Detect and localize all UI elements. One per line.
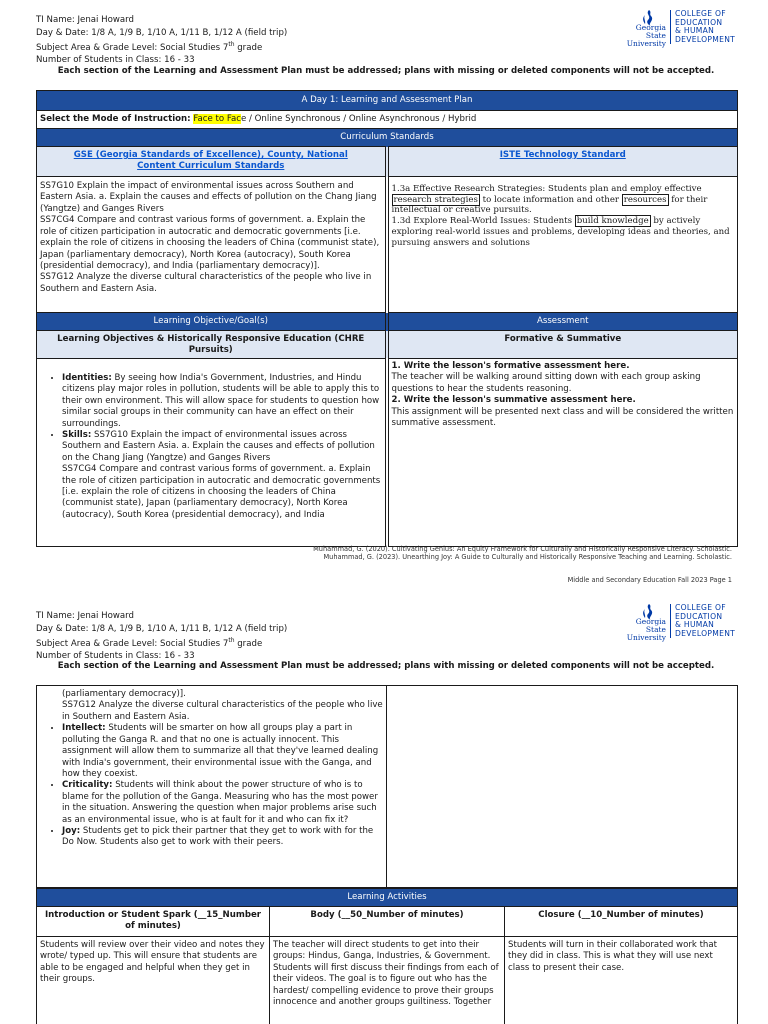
objective-subheading: Learning Objectives & Historically Responsive Education (CHRE Pursuits) — [37, 331, 387, 359]
citations: Muhammad, G. (2020). Cultivating Genius: An Equity Framework for Culturally and Historically Responsive Literacy. Scholastic. Muhammad, G. (2023). Unearthing Joy: A Guide to Culturally and Historically Responsive Teaching and Learning. Scholastic. — [313, 545, 732, 562]
iste-standards-text: 1.3a Effective Research Strategies: Students plan and employ effective research strategies to locate information and other resources for their intellectual or creative pursuits. 1.3d Explore Real-World Issues: Students build knowledge by actively exploring real-world issues and problems, developing ideas and theories, and pursuing answers and solutions — [387, 177, 738, 313]
college-logo-2 — [620, 603, 736, 642]
college-logo — [620, 9, 736, 48]
gse-standards-text: SS7G10 Explain the impact of environmental issues across Southern and Eastern Asia. a. Explain the causes and effects of pollution on the Chang Jiang (Yangtze) and Ganges Rivers SS7CG4 Compare and contrast various forms of government. a. Explain the role of citizen participation in autocratic and democratic governments [i.e. explain the role of citizens in choosing the leaders of China (communist state), Japan (parliamentary democracy), North Korea (autocracy), South Korea (presidential democracy), and India (parliamentary democracy)]. SS7G12 Analyze the diverse cultural characteristics of the people who live in Southern and Eastern Asia. — [37, 177, 387, 313]
gse-heading — [37, 147, 387, 177]
objectives-list-continued: (parliamentary democracy)]. SS7G12 Analyze the diverse cultural characteristics of the people who live in Southern and Eastern Asia. • Intellect: Students will be smarter on how all groups play a part in polluting the Ganga R. and that no one is actually innocent. This assignment will allow them to summarize all that they've learned dealing with India's government, their environmental issue with the Ganga, and how they coexist. • Criticality: Students will think about the power structure of who is to blame for the pollution of the Ganga. Measuring who has the most power in the situation. Answering the question when major problems arise such as an environmental issue, who is at fault for it and who can fix it? • Joy: Students get to pick their partner that they get to work with for the Do Now. Students also get to work with their peers. — [37, 686, 387, 888]
teacher-name: TI Name: Jenai Howard — [36, 611, 135, 621]
objective-criticality: • Criticality: Students will think about the power structure of who is to blame for the pollution of the Ganga. Measuring who has the most power in the situation. Answering the question when major problems arise such as an environmental issue, who is at fault for it and who can fix it? — [62, 780, 383, 826]
gsu-wordmark: Georgia State University — [626, 23, 666, 48]
body-activity-text: The teacher will direct students to get into their groups: Hindus, Ganga, Industries, & Government. Students will first discuss their findings from each of their videos. The goal is to figure out who has the hardest/ compelling evidence to prove their groups innocence and another groups guiltiness. Together — [270, 937, 505, 1024]
plan-requirement-note: Each section of the Learning and Assessment Plan must be addressed; plans with missing or deleted components will not be accepted. — [57, 66, 715, 76]
iste-heading — [387, 147, 738, 177]
college-name: COLLEGE OF EDUCATION & HUMAN DEVELOPMENT — [675, 603, 736, 638]
closure-activity-text: Students will turn in their collaborated work that they did in class. This is what they will use next class to present their case. — [505, 937, 738, 1024]
college-name: COLLEGE OF EDUCATION & HUMAN DEVELOPMENT — [675, 9, 736, 44]
day-date: Day & Date: 1/8 A, 1/9 B, 1/10 A, 1/11 B, 1/12 A (field trip) — [36, 623, 288, 634]
logo-divider — [670, 604, 671, 638]
student-count: Number of Students in Class: 16 - 33 — [36, 651, 195, 662]
body-heading: Body (__50_Number of minutes) — [270, 907, 505, 937]
gsu-logo-mark — [620, 604, 666, 642]
logo-divider — [670, 10, 671, 44]
assessment-continued — [387, 686, 738, 888]
mode-of-instruction: Select the Mode of Instruction: Face to Face / Online Synchronous / Online Asynchronous / Hybrid — [37, 111, 738, 129]
plan-requirement-note: Each section of the Learning and Assessment Plan must be addressed; plans with missing or deleted components will not be accepted. — [57, 661, 715, 671]
objective-identities: • Identities: By seeing how India's Government, Industries, and Hindu citizens play major roles in pollution, students will be able to apply this to their own environment. This will allow space for students to question how similar social groups in their community can have an effect on their surroundings. — [62, 373, 382, 430]
objective-title: Learning Objective/Goal(s) — [37, 313, 387, 331]
teacher-name: TI Name: Jenai Howard — [36, 15, 135, 25]
activities-title: Learning Activities — [37, 889, 738, 907]
learning-activities-table — [36, 888, 738, 1024]
gsu-logo-mark — [620, 10, 666, 48]
intro-heading: Introduction or Student Spark (__15_Number of minutes) — [37, 907, 270, 937]
page-footer: Middle and Secondary Education Fall 2023 Page 1 — [567, 576, 732, 584]
objective-joy: • Joy: Students get to pick their partner that they get to work with for the Do Now. Students also get to work with their peers. — [62, 826, 383, 849]
iste-standard-link[interactable]: ISTE Technology Standard — [499, 150, 626, 160]
plan-title: A Day 1: Learning and Assessment Plan — [37, 91, 738, 111]
curriculum-standards-title: Curriculum Standards — [37, 129, 738, 147]
gse-standards-link[interactable]: GSE (Georgia Standards of Excellence), County, National Content Curriculum Standards — [73, 150, 348, 172]
assessment-subheading: Formative & Summative — [387, 331, 738, 359]
selected-mode-highlight: Face to Fac — [193, 114, 242, 124]
subject-grade: Subject Area & Grade Level: Social Studies 7th grade — [36, 41, 263, 53]
objective-intellect: • Intellect: Students will be smarter on how all groups play a part in polluting the Ganga R. and that no one is actually innocent. This assignment will allow them to summarize all that they've learned dealing with India's government, their environmental issue with the Ganga, and how they coexist. — [62, 723, 383, 780]
objective-skills: • Skills: SS7G10 Explain the impact of environmental issues across Southern and Eastern Asia. a. Explain the causes and effects of pollution on the Chang Jiang (Yangtze) and Ganges Rivers SS7CG4 Compare and contrast various forms of government. a. Explain the role of citizen participation in autocratic and democratic governments [i.e. explain the role of citizens in choosing the leaders of China (communist state), Japan (parliamentary democracy), North Korea (autocracy), South Korea (presidential democracy), and India — [62, 430, 382, 521]
subject-grade: Subject Area & Grade Level: Social Studies 7th grade — [36, 637, 263, 649]
intro-activity-text: Students will review over their video and notes they wrote/ typed up. This will ensure that students are able to be engaged and helpful when they get in their groups. — [37, 937, 270, 1024]
gsu-wordmark: Georgia State University — [626, 617, 666, 642]
assessment-title: Assessment — [387, 313, 738, 331]
closure-heading: Closure (__10_Number of minutes) — [505, 907, 738, 937]
assessment-text: 1. Write the lesson's formative assessment here. The teacher will be walking around sitting down with each group asking questions to hear the students reasoning. 2. Write the lesson's summative assessment here. This assignment will be presented next class and will be considered the written summative assessment. — [387, 358, 738, 546]
student-count: Number of Students in Class: 16 - 33 — [36, 55, 195, 66]
objectives-list — [37, 358, 387, 546]
objectives-continued-table — [36, 685, 738, 888]
learning-assessment-plan-table — [36, 90, 738, 547]
day-date: Day & Date: 1/8 A, 1/9 B, 1/10 A, 1/11 B, 1/12 A (field trip) — [36, 27, 288, 38]
